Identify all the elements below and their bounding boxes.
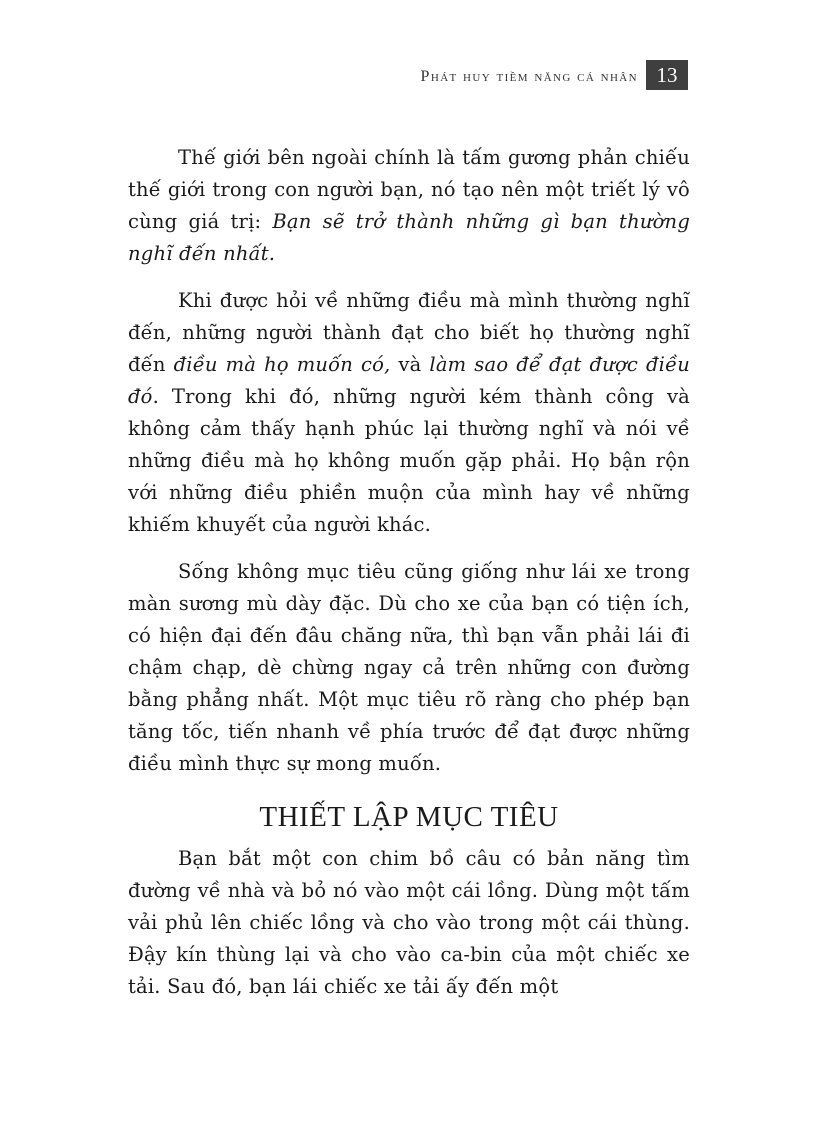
paragraph-2: Khi được hỏi về những điều mà mình thường nghĩ đến, những người thành đạt cho biết họ thường nghĩ đến điều mà họ muốn có, và làm sao để đạt được điều đó. Trong khi đó, những người kém thành công và không cảm thấy hạnh phúc lại thường nghĩ và nói về những điều mà họ không muốn gặp phải. Họ bận rộn với những điều phiền muộn của mình hay về những khiếm khuyết của người khác.: [128, 289, 691, 536]
page-body: [128, 142, 690, 1018]
italic-quote: Bạn sẽ trở thành những gì bạn thường nghĩ đến nhất.: [128, 210, 690, 265]
paragraph-1: Thế giới bên ngoài chính là tấm gương phản chiếu thế giới trong con người bạn, nó tạo nên một triết lý vô cùng giá trị: Bạn sẽ trở thành những gì bạn thường nghĩ đến nhất.: [128, 146, 690, 265]
paragraph-4: Bạn bắt một con chim bồ câu có bản năng tìm đường về nhà và bỏ nó vào một cái lồng. Dùng một tấm vải phủ lên chiếc lồng và cho vào trong một cái thùng. Đậy kín thùng lại và cho vào ca-bin của một chiếc xe tải. Sau đó, bạn lái chiếc xe tải ấy đến một: [128, 847, 690, 998]
page-number-badge: 13: [646, 60, 688, 90]
section-heading: THIẾT LẬP MỤC TIÊU: [259, 801, 559, 833]
running-title: Phát huy tiềm năng cá nhân: [420, 68, 638, 85]
paragraph-3: Sống không mục tiêu cũng giống như lái xe trong màn sương mù dày đặc. Dù cho xe của bạn có tiện ích, có hiện đại đến đâu chăng nữa, thì bạn vẫn phải lái đi chậm chạp, dè chừng ngay cả trên những con đường bằng phẳng nhất. Một mục tiêu rõ ràng cho phép bạn tăng tốc, tiến nhanh về phía trước để đạt được những điều mình thực sự mong muốn.: [128, 560, 690, 775]
page-header: [128, 60, 688, 92]
